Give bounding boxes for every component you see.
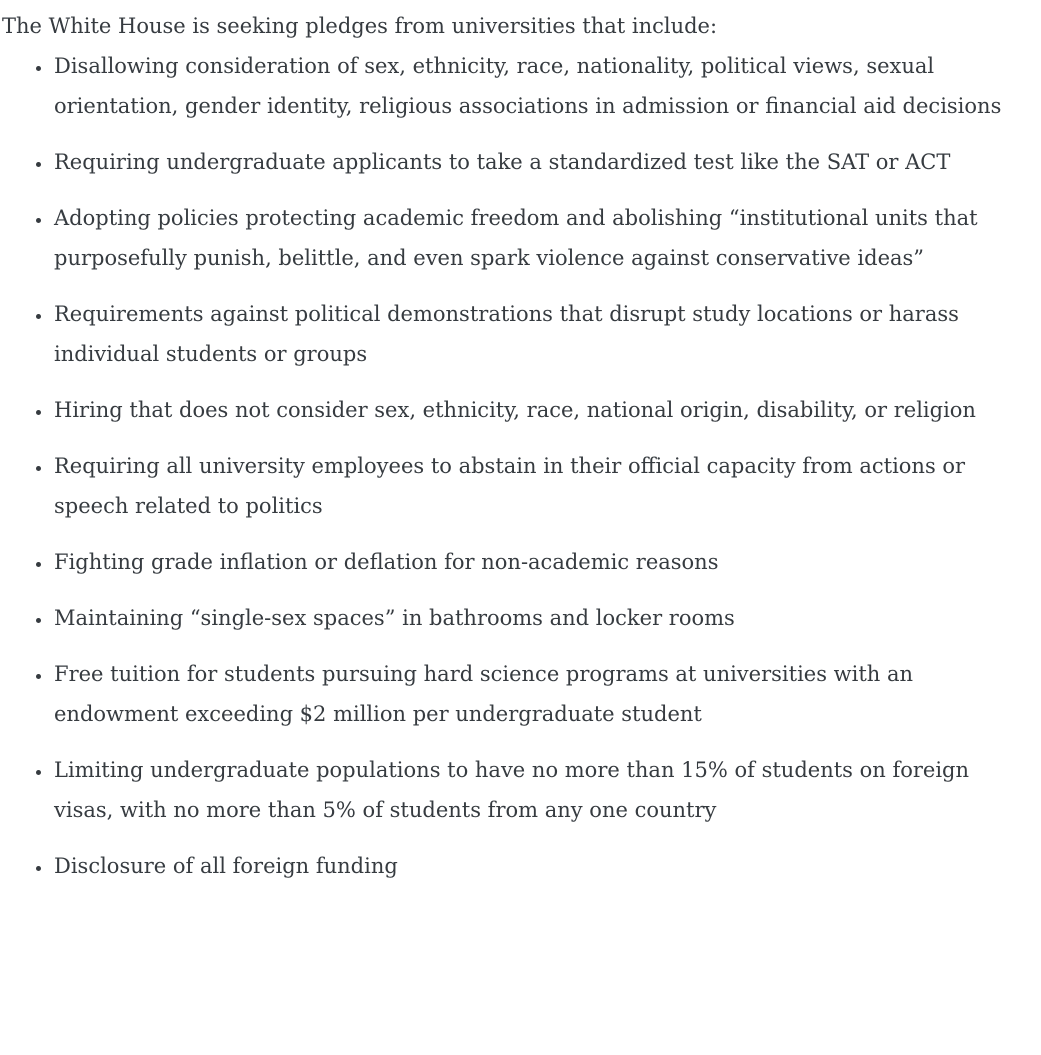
pledge-list-item: • Maintaining “single-sex spaces” in bathrooms and locker rooms bbox=[52, 598, 1035, 638]
pledge-list-item: • Adopting policies protecting academic freedom and abolishing “institutional units that purposefully punish, belittle, and even spark violence against conservative ideas” bbox=[52, 198, 1035, 278]
pledge-list-item: • Limiting undergraduate populations to have no more than 15% of students on foreign visas, with no more than 5% of students from any one country bbox=[52, 750, 1035, 830]
pledge-list-item: • Requirements against political demonstrations that disrupt study locations or harass individual students or groups bbox=[52, 294, 1035, 374]
pledge-list-item: • Disclosure of all foreign funding bbox=[52, 846, 1035, 886]
pledge-list-item: • Requiring all university employees to abstain in their official capacity from actions or speech related to politics bbox=[52, 446, 1035, 526]
pledge-list bbox=[2, 46, 1035, 886]
pledge-list-item: • Disallowing consideration of sex, ethnicity, race, nationality, political views, sexual orientation, gender identity, religious associations in admission or financial aid decisions bbox=[52, 46, 1035, 126]
pledge-list-item: • Requiring undergraduate applicants to take a standardized test like the SAT or ACT bbox=[52, 142, 1035, 182]
pledge-list-item: • Fighting grade inflation or deflation for non-academic reasons bbox=[52, 542, 1035, 582]
intro-paragraph: The White House is seeking pledges from universities that include: bbox=[2, 14, 718, 38]
pledge-list-item: • Free tuition for students pursuing hard science programs at universities with an endowment exceeding $2 million per undergraduate student bbox=[52, 654, 1035, 734]
pledge-list-item: • Hiring that does not consider sex, ethnicity, race, national origin, disability, or religion bbox=[52, 390, 1035, 430]
